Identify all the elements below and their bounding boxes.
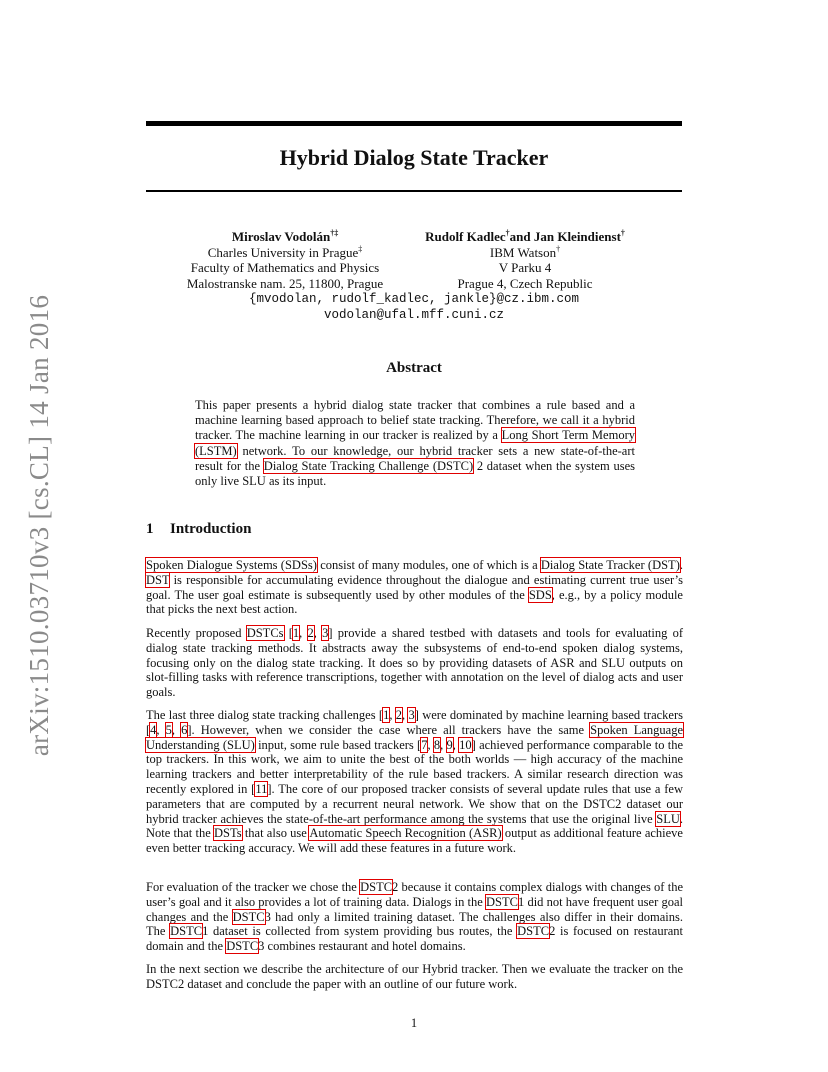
citation-link[interactable]: 6 (181, 722, 188, 737)
citation-link[interactable]: 2 (395, 708, 403, 722)
citation-link[interactable]: 2 (307, 626, 314, 640)
glossary-link[interactable]: DSTC (360, 880, 393, 894)
abstract-heading: Abstract (386, 360, 442, 376)
glossary-link[interactable]: SLU (656, 811, 680, 826)
author-address: Prague 4, Czech Republic (457, 275, 593, 291)
author-affiliation: Charles University in Prague‡ (207, 244, 363, 260)
glossary-link[interactable]: SDS (528, 587, 552, 602)
glossary-link[interactable]: Dialog State Tracker (DST) (540, 558, 680, 572)
section-title: Introduction (170, 521, 252, 537)
author-name: Rudolf Kadlec†and Jan Kleindienst† (425, 228, 625, 244)
citation-link[interactable]: 5 (165, 722, 172, 737)
email-line: vodolan@ufal.mff.cuni.cz (323, 307, 505, 322)
glossary-link[interactable]: Automatic Speech Recognition (ASR) (309, 826, 502, 841)
glossary-link[interactable]: Spoken Dialogue Systems (SDSs) (146, 558, 317, 572)
glossary-link[interactable]: DSTs (214, 826, 242, 841)
citation-link[interactable]: 1 (383, 708, 390, 722)
paragraph: Recently proposed DSTCs [1, 2, 3] provide a shared testbed with datasets and tools for evaluating of dialog state tracking methods. It abstracts away the subsystems of end-to-end spoken dialog systems, focusing only on the dialog state tracking. It does so by providing datasets of ASR and SLU outputs on slot-filling tasks with reference transcriptions, together with annotation on the level of dialog acts and user goals. (146, 626, 683, 700)
citation-link[interactable]: 7 (421, 737, 428, 752)
glossary-link[interactable]: DSTC (486, 894, 518, 909)
author-affiliation: IBM Watson† (489, 244, 561, 260)
citation-link[interactable]: 4 (150, 722, 157, 737)
glossary-link[interactable]: DSTC (517, 924, 550, 939)
abstract-text: This paper presents a hybrid dialog state tracker that combines a rule based and a machine learning based approach to belief state tracking. Therefore, we call it a hybrid tracker. The machine learning in our tracker is realized by a Long Short Term Memory (LSTM) network. To our knowledge, our hybrid tracker sets a new state-of-the-art result for the Dialog State Tracking Challenge (DSTC) 2 dataset when the system uses only live SLU as its input. (195, 398, 635, 489)
citation-link[interactable]: 3 (408, 708, 415, 722)
glossary-link[interactable]: Spoken Language Understanding (SLU) (146, 722, 684, 752)
title-rule-bottom (146, 190, 682, 192)
author-address: Malostranske nam. 25, 11800, Prague (186, 275, 384, 291)
glossary-link[interactable]: DSTC (226, 939, 259, 954)
paragraph: In the next section we describe the architecture of our Hybrid tracker. Then we evaluate the tracker on the DSTC2 dataset and conclude the paper with an outline of our future work. (146, 962, 683, 991)
email-line: {mvodolan, rudolf_kadlec, jankle}@cz.ibm.com (248, 292, 580, 306)
arxiv-stamp-text: arXiv:1510.03710v3 [cs.CL] 14 Jan 2016 (24, 294, 55, 756)
glossary-link[interactable]: Long Short Term Memory (LSTM) (195, 428, 635, 458)
glossary-link[interactable]: DST (146, 572, 170, 587)
glossary-link[interactable]: DSTC (232, 909, 265, 924)
glossary-link[interactable]: DSTCs (246, 626, 284, 640)
arxiv-stamp (20, 295, 60, 755)
section-heading (146, 521, 251, 538)
citation-link[interactable]: 3 (322, 626, 329, 640)
glossary-link[interactable]: Dialog State Tracking Challenge (DSTC) (263, 458, 474, 473)
citation-link[interactable]: 11 (255, 781, 268, 796)
citation-link[interactable]: 9 (446, 737, 453, 752)
paragraph: Spoken Dialogue Systems (SDSs) consist of many modules, one of which is a Dialog State Tracker (DST). DST is responsible for accumulating evidence throughout the dialogue and estimating current true user’s goal. The user goal estimate is subsequently used by other modules of the SDS, e.g., by a policy module that picks the next best action. (146, 558, 683, 617)
author-name: Miroslav Vodolán†‡ (231, 228, 339, 244)
title-rule-top (146, 121, 682, 126)
author-affiliation: Faculty of Mathematics and Physics (190, 260, 380, 275)
author-block-left (170, 229, 400, 291)
paper-title: Hybrid Dialog State Tracker (279, 145, 549, 170)
paragraph: The last three dialog state tracking challenges [1, 2, 3] were dominated by machine learning based trackers [4, 5, 6]. However, when we consider the case where all trackers have the same Spoken Language Understanding (SLU) input, some rule based trackers [7, 8, 9, 10] achieved performance comparable to the top trackers. In this work, we aim to unite the best of the both worlds — high accuracy of the machine learning trackers and better interpretability of the rule based trackers. A similar research direction was recently explored in [11]. The core of our proposed tracker consists of several update rules that use a few parameters that are computed by a recurrent neural network. We show that on the DSTC2 dataset our hybrid tracker achieves the state-of-the-art performance among the systems that use the original live SLU. Note that the DSTs that also use Automatic Speech Recognition (ASR) output as additional feature achieve even better tracking accuracy. We will add these features in a future work. (146, 708, 684, 856)
citation-link[interactable]: 8 (433, 737, 441, 752)
author-emails (146, 292, 682, 323)
author-address: V Parku 4 (498, 260, 552, 275)
citation-link[interactable]: 1 (292, 626, 300, 640)
glossary-link[interactable]: DSTC (170, 924, 203, 939)
author-block-right (410, 229, 640, 291)
citation-link[interactable]: 10 (459, 737, 472, 752)
page-number: 1 (410, 1016, 418, 1030)
section-number: 1 (146, 521, 154, 537)
paragraph: For evaluation of the tracker we chose the DSTC2 because it contains complex dialogs with changes of the user’s goal and it also provides a lot of training data. Dialogs in the DSTC1 did not have frequent user goal changes and the DSTC3 had only a limited training dataset. The challenges also differ in their domains. The DSTC1 dataset is collected from system providing bus routes, the DSTC2 is focused on restaurant domain and the DSTC3 combines restaurant and hotel domains. (146, 880, 684, 954)
